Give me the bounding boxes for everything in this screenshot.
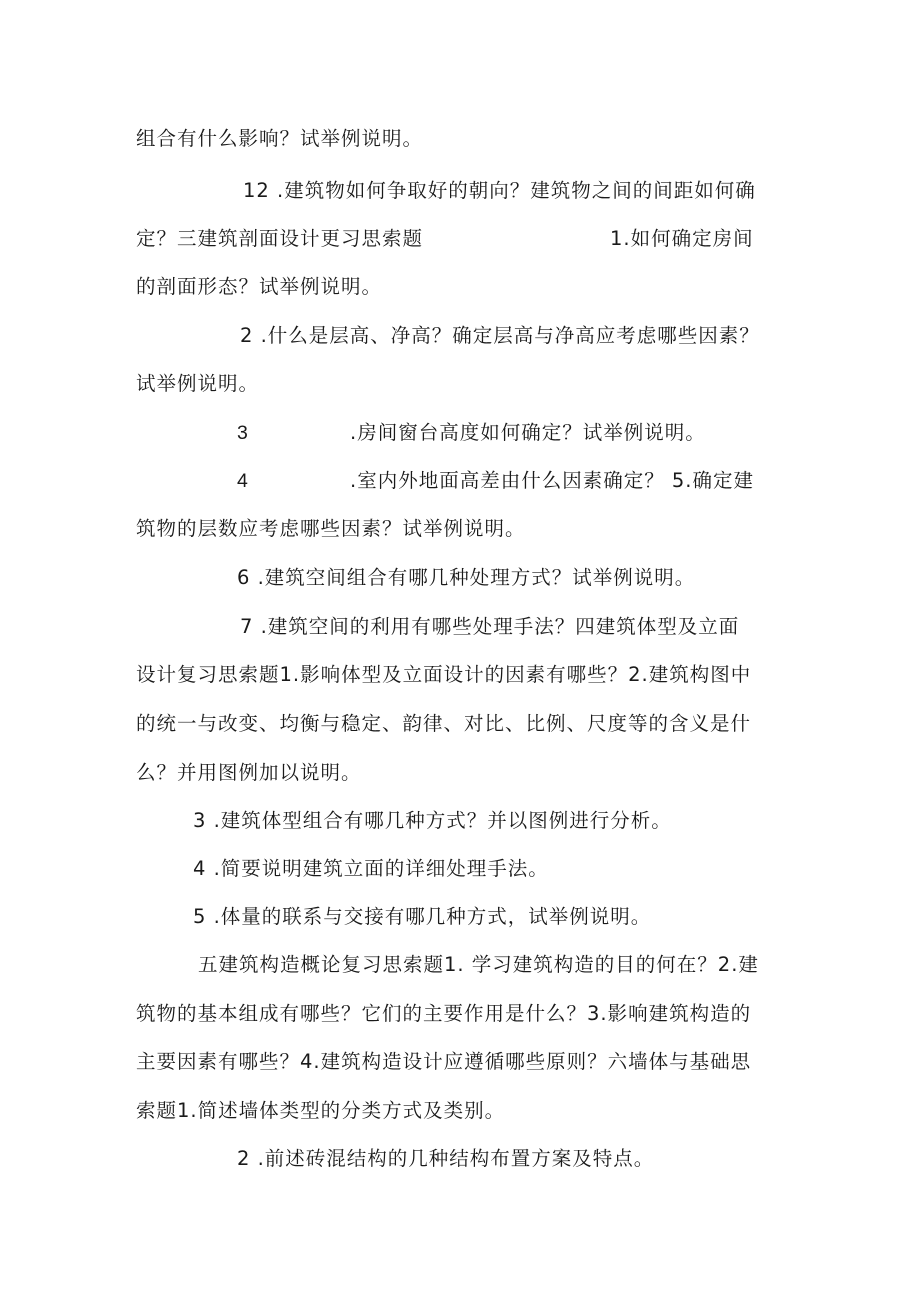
text-line: 设计复习思索题1.影响体型及立面设计的因素有哪些？2.建筑构图中	[136, 663, 752, 686]
text-line: 5 .体量的联系与交接有哪几种方式，试举例说明。	[193, 905, 652, 928]
text-line: 索题1.简述墙体类型的分类方式及类别。	[136, 1099, 506, 1122]
text-line: 的剖面形态？试举例说明。	[136, 275, 383, 298]
text-line: 2 .前述砖混结构的几种结构布置方案及特点。	[237, 1147, 655, 1170]
text-line: 4 .简要说明建筑立面的详细处理手法。	[193, 857, 549, 880]
text-line: .室内外地面高差由什么因素确定？ 5.确定建	[350, 469, 755, 492]
text-line: 筑物的层数应考虑哪些因素？试举例说明。	[136, 517, 526, 540]
text-line: 主要因素有哪些？4.建筑构造设计应遵循哪些原则？六墙体与基础思	[136, 1050, 752, 1073]
text-line: 1.如何确定房间	[610, 227, 754, 250]
list-number: 4	[237, 470, 248, 492]
text-line: 2 .什么是层高、净高？确定层高与净高应考虑哪些因素？	[240, 324, 760, 347]
text-line: 的统一与改变、均衡与稳定、韵律、对比、比例、尺度等的含义是什	[136, 712, 752, 735]
text-line: 7 .建筑空间的利用有哪些处理手法？四建筑体型及立面	[240, 615, 740, 638]
text-line: 组合有什么影响？试举例说明。	[136, 127, 424, 150]
text-line: 么？并用图例加以说明。	[136, 761, 362, 784]
list-number: 3	[237, 422, 248, 444]
text-line: 定？三建筑剖面设计更习思索题	[136, 227, 424, 250]
text-line: 筑物的基本组成有哪些？它们的主要作用是什么？3.影响建筑构造的	[136, 1002, 752, 1025]
text-line: 3 .建筑体型组合有哪几种方式？并以图例进行分析。	[193, 809, 672, 832]
text-line: 6 .建筑空间组合有哪几种处理方式？试举例说明。	[237, 566, 696, 589]
text-line: 五建筑构造概论复习思索题1. 学习建筑构造的目的何在？2.建	[198, 953, 759, 976]
text-line: .房间窗台高度如何确定？试举例说明。	[350, 421, 706, 444]
text-line: 试举例说明。	[136, 372, 260, 395]
text-line: 12 .建筑物如何争取好的朝向？建筑物之间的间距如何确	[243, 179, 756, 202]
